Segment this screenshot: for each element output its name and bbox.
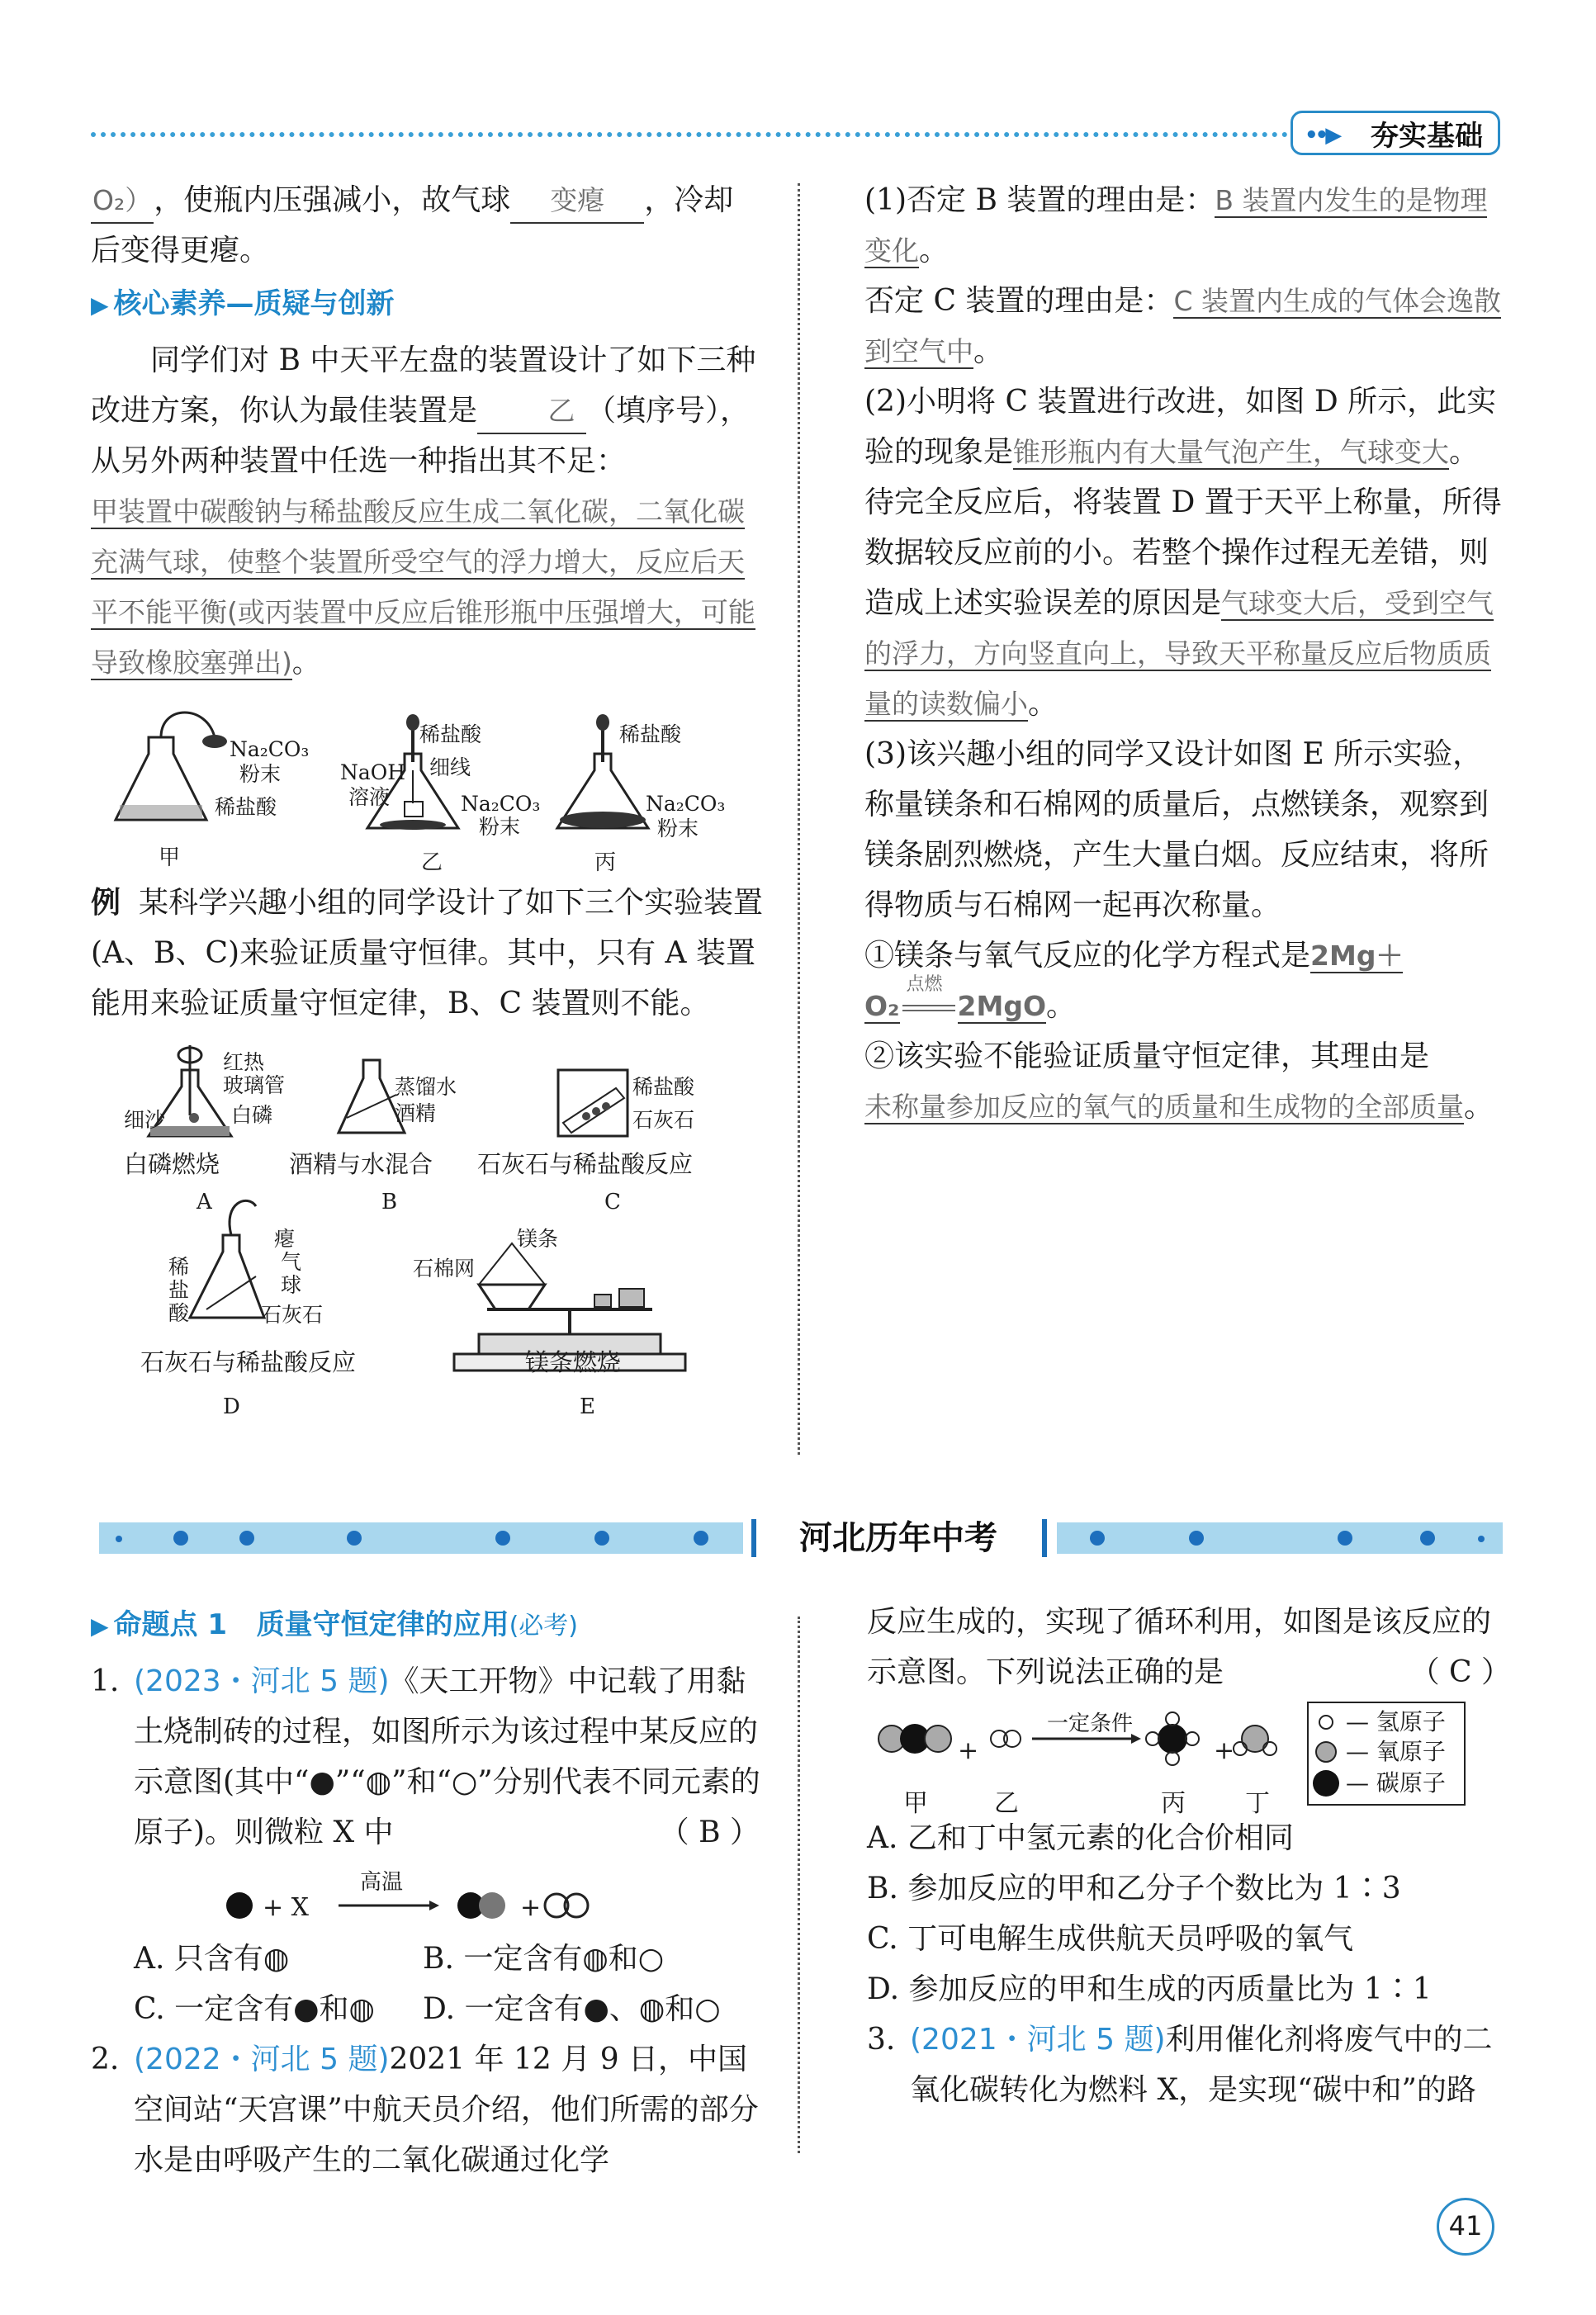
figure-caption: 白磷燃烧 bbox=[124, 1150, 220, 1178]
text: 。 bbox=[1046, 989, 1077, 1023]
question-3 bbox=[867, 2014, 1511, 2115]
molecule-label: 丙 bbox=[1161, 1789, 1186, 1818]
banner-bar bbox=[751, 1519, 756, 1557]
label: 白磷 bbox=[231, 1103, 273, 1127]
answer-blank: 变瘪 bbox=[510, 179, 644, 224]
label: 稀 bbox=[168, 1255, 190, 1279]
figure-caption: 丙 bbox=[594, 850, 617, 875]
answer-text: 未称量参加反应的氧气的质量和生成物的全部质量 bbox=[864, 1091, 1464, 1123]
label: 红热 bbox=[223, 1050, 265, 1074]
dot-icon bbox=[1189, 1531, 1204, 1546]
figure-id: C bbox=[604, 1190, 621, 1214]
option-b: B. 参加反应的甲和乙分子个数比为 1∶3 bbox=[867, 1872, 1401, 1905]
text: (2)小明将 C 装置进行改进，如图 D 所示，此实验的现象是 bbox=[864, 385, 1497, 469]
bottom-left-column bbox=[91, 1597, 768, 2185]
topic-title: 质量守恒定律的应用 bbox=[256, 1608, 509, 1641]
figure-caption: 甲 bbox=[159, 845, 181, 870]
answer-bracket: （ C ） bbox=[1409, 1655, 1511, 1689]
text-line: 后变得更瘪。 bbox=[91, 234, 270, 267]
text: 。 bbox=[1464, 1090, 1494, 1124]
text: ，使瓶内压强减小，故气球 bbox=[154, 183, 511, 217]
question-3b: ②该实验不能验证质量守恒定律，其理由是 bbox=[864, 1039, 1430, 1073]
answer-text: C 装置内生成的气体会逸散到空气中 bbox=[864, 285, 1501, 367]
option-d: D. 参加反应的甲和生成的丙质量比为 1∶1 bbox=[867, 1972, 1432, 2006]
dot-icon bbox=[1090, 1531, 1105, 1546]
label: 石灰石 bbox=[632, 1108, 695, 1132]
figure-caption: 石灰石与稀盐酸反应 bbox=[140, 1348, 357, 1376]
example-label: 例 bbox=[91, 886, 121, 920]
figure-id: D bbox=[223, 1394, 240, 1419]
figure-apparatus-jia-yi-bing bbox=[91, 704, 766, 875]
option-a: A. 只含有◍ bbox=[134, 1942, 290, 1976]
option-d: D. 一定含有●、◍和○ bbox=[423, 1992, 721, 2026]
dot-icon bbox=[495, 1531, 510, 1546]
text: 反应生成的，实现了循环利用，如图是该反应的示意图。下列说法正确的是 bbox=[867, 1605, 1492, 1689]
question-number: 2. bbox=[91, 2043, 120, 2076]
label: 酒精 bbox=[395, 1101, 437, 1125]
text: 否定 C 装置的理由是： bbox=[864, 284, 1174, 318]
bottom-right-column bbox=[867, 1597, 1511, 2115]
question-1 bbox=[864, 175, 1508, 276]
text: (1)否定 B 装置的理由是： bbox=[864, 183, 1215, 217]
column-divider bbox=[798, 1617, 800, 2153]
section-tag bbox=[1291, 111, 1500, 155]
option-c: C. 丁可电解生成供航天员呼吸的氧气 bbox=[867, 1922, 1354, 1956]
label: Na₂CO₃ bbox=[646, 792, 726, 816]
figure-caption: 酒精与水混合 bbox=[289, 1150, 433, 1178]
label: 蒸馏水 bbox=[395, 1075, 457, 1099]
header-dotted-rule bbox=[91, 132, 1288, 137]
section-tag-label: 夯实基础 bbox=[1371, 119, 1483, 153]
text: 。 bbox=[1028, 687, 1058, 721]
label: 盐 bbox=[168, 1278, 190, 1302]
banner-bar bbox=[1042, 1519, 1047, 1557]
figure-caption: 乙 bbox=[421, 850, 443, 875]
legend-carbon: — 碳原子 bbox=[1346, 1769, 1446, 1797]
label: 石棉网 bbox=[413, 1257, 476, 1281]
reaction-condition: 一定条件 bbox=[1047, 1711, 1134, 1736]
question-1 bbox=[91, 1656, 768, 1858]
option-a: A. 乙和丁中氢元素的化合价相同 bbox=[867, 1821, 1294, 1855]
text: 某科学兴趣小组的同学设计了如下三个实验装置(A、B、C)来验证质量守恒律。其中，只有 A 装置能用来验证质量守恒定律，B、C 装置则不能。 bbox=[91, 886, 764, 1020]
question-number: 1. bbox=[91, 1664, 120, 1698]
figure-id: A bbox=[197, 1190, 212, 1214]
answer-bracket: （ B ） bbox=[659, 1816, 760, 1849]
answer-blank: 乙 bbox=[477, 390, 586, 434]
right-column bbox=[864, 175, 1508, 1132]
triangle-icon: ▶ bbox=[91, 291, 109, 319]
text: ，冷却 bbox=[644, 183, 734, 217]
figure-apparatus-a-to-e bbox=[91, 1037, 766, 1433]
text: ①镁条与氧气反应的化学方程式是 bbox=[864, 939, 1311, 973]
options-row bbox=[91, 1934, 768, 1984]
legend-oxygen: — 氧原子 bbox=[1346, 1738, 1446, 1765]
dot-icon bbox=[347, 1531, 362, 1546]
text: 。 bbox=[291, 646, 320, 679]
reaction-condition: 点燃 bbox=[906, 974, 943, 995]
text: 。 bbox=[919, 234, 950, 267]
text: 利用催化剂将废气中的二氧化碳转化为燃料 X，是实现“碳中和”的路 bbox=[910, 2023, 1493, 2107]
banner-title: 河北历年中考 bbox=[758, 1516, 1039, 1560]
text: 。 bbox=[973, 334, 1004, 368]
figure-id: B bbox=[381, 1190, 398, 1214]
text: 《天工开物》中记载了用黏土烧制砖的过程，如图所示为该过程中某反应的示意图(其中“●”“◍”和“○”分别代表不同元素的原子)。则微粒 X 中 bbox=[134, 1664, 760, 1849]
answer-text: 2Mg＋ bbox=[1310, 940, 1404, 972]
paragraph bbox=[91, 335, 766, 486]
question-2 bbox=[91, 2034, 768, 2185]
question-1b bbox=[864, 276, 1508, 376]
double-arrow-icon: ••▶ bbox=[1305, 123, 1339, 148]
legend-hydrogen: — 氢原子 bbox=[1346, 1708, 1446, 1735]
page-number: 41 bbox=[1437, 2198, 1494, 2256]
reaction-condition: 高温 bbox=[360, 1870, 404, 1895]
label: 溶液 bbox=[348, 785, 391, 809]
label: Na₂CO₃ bbox=[230, 737, 310, 761]
question-source: (2021・河北 5 题) bbox=[910, 2023, 1166, 2057]
section-heading bbox=[91, 279, 766, 330]
topic-number: 命题点 1 bbox=[113, 1608, 228, 1641]
answer-text: B 装置内发生的是物理变化 bbox=[864, 184, 1488, 267]
option-c: C. 一定含有●和◍ bbox=[134, 1992, 375, 2026]
column-divider bbox=[798, 183, 800, 1455]
text: 同学们对 B 中天平左盘的装置设计了如下三种改进方案，你认为最佳装置是 bbox=[91, 343, 756, 428]
label: 球 bbox=[281, 1273, 302, 1297]
plus-sign: + bbox=[958, 1736, 979, 1765]
label: 粉末 bbox=[657, 817, 699, 840]
section-banner bbox=[99, 1516, 1503, 1560]
label: 粉末 bbox=[239, 762, 282, 786]
text: （填序号），从另外两种装置中任选一种指出其不足： bbox=[91, 394, 751, 478]
equation-line bbox=[864, 974, 1508, 1031]
answer-text: O₂ bbox=[864, 990, 900, 1022]
answer-text: 2MgO bbox=[957, 990, 1046, 1022]
dot-icon bbox=[1420, 1531, 1435, 1546]
label: 气 bbox=[281, 1250, 302, 1274]
question-source: (2022・河北 5 题) bbox=[134, 2043, 390, 2076]
answer-blank: O₂） bbox=[91, 179, 154, 224]
banner-strip-left bbox=[99, 1522, 743, 1554]
answer-line bbox=[864, 1082, 1508, 1132]
text: 。待完全反应后，将装置 D 置于天平上称量，所得数据较反应前的小。若整个操作过程无差错，则造成上述实验误差的原因是 bbox=[864, 435, 1502, 620]
dot-icon bbox=[1338, 1531, 1352, 1546]
question-2 bbox=[864, 376, 1508, 729]
options-row bbox=[91, 1984, 768, 2034]
figure-caption: 石灰石与稀盐酸反应 bbox=[477, 1150, 694, 1178]
figure-id: E bbox=[580, 1394, 595, 1419]
label: 稀盐酸 bbox=[419, 722, 482, 746]
text: 2021 年 12 月 9 日，中国空间站“天宫课”中航天员介绍，他们所需的部分水是由呼吸产生的二氧化碳通过化学 bbox=[134, 2043, 759, 2177]
label: 酸 bbox=[168, 1301, 190, 1325]
question-number: 3. bbox=[867, 2023, 896, 2057]
reaction-diagram bbox=[867, 1697, 1511, 1818]
label: 稀盐酸 bbox=[632, 1075, 695, 1099]
dot-icon bbox=[116, 1536, 122, 1542]
question-2-cont bbox=[867, 1597, 1511, 1697]
label: Na₂CO₃ bbox=[461, 792, 541, 816]
banner-strip-right bbox=[1057, 1522, 1503, 1554]
option-b: B. 一定含有◍和○ bbox=[423, 1942, 665, 1976]
text-line bbox=[91, 175, 766, 225]
plus-sign: + bbox=[520, 1893, 542, 1922]
answer-paragraph bbox=[91, 486, 766, 688]
question-3: (3)该兴趣小组的同学又设计如图 E 所示实验，称量镁条和石棉网的质量后，点燃镁条，观察到镁条剧烈燃烧，产生大量白烟。反应结束，将所得物质与石棉网一起再次称量。 bbox=[864, 737, 1489, 922]
label: 细线 bbox=[429, 755, 471, 779]
label: 细沙 bbox=[124, 1108, 166, 1132]
dot-icon bbox=[694, 1531, 708, 1546]
question-3a bbox=[864, 930, 1508, 981]
label: 粉末 bbox=[479, 815, 521, 839]
figure-caption: 镁条燃烧 bbox=[525, 1348, 622, 1376]
label: 镁条 bbox=[517, 1227, 559, 1251]
triangle-icon: ▶ bbox=[91, 1612, 109, 1640]
left-column bbox=[91, 175, 766, 1433]
molecule-label: 甲 bbox=[903, 1789, 928, 1818]
reaction-diagram bbox=[223, 1858, 768, 1934]
topic-note: (必考) bbox=[509, 1612, 578, 1640]
dot-icon bbox=[239, 1531, 254, 1546]
label: 稀盐酸 bbox=[215, 795, 277, 819]
answer-text: 甲装置中碳酸钠与稀盐酸反应生成二氧化碳，二氧化碳充满气球，使整个装置所受空气的浮力增大，反应后天平不能平衡(或丙装置中反应后锥形瓶中压强增大，可能导致橡胶塞弹出) bbox=[91, 495, 755, 679]
reactant-x: + X bbox=[263, 1893, 310, 1922]
label: 玻璃管 bbox=[223, 1073, 286, 1097]
answer-text: 气球变大后，受到空气的浮力，方向竖直向上，导致天平称量反应后物质质量的读数偏小 bbox=[864, 587, 1494, 720]
label: 稀盐酸 bbox=[619, 722, 682, 746]
question-source: (2023・河北 5 题) bbox=[134, 1664, 390, 1698]
example-paragraph bbox=[91, 878, 766, 1029]
section-heading-label: 核心素养—质疑与创新 bbox=[113, 287, 395, 320]
answer-text: 锥形瓶内有大量气泡产生，气球变大 bbox=[1013, 436, 1450, 468]
dot-icon bbox=[594, 1531, 609, 1546]
molecule-label: 丁 bbox=[1245, 1789, 1270, 1818]
section-heading bbox=[91, 1600, 768, 1651]
dot-icon bbox=[173, 1531, 188, 1546]
label: 瘪 bbox=[274, 1227, 296, 1251]
molecule-label: 乙 bbox=[994, 1789, 1019, 1818]
label: 石灰石 bbox=[261, 1303, 324, 1327]
label: NaOH bbox=[340, 760, 406, 784]
dot-icon bbox=[1478, 1536, 1485, 1542]
plus-sign: + bbox=[1214, 1736, 1235, 1765]
